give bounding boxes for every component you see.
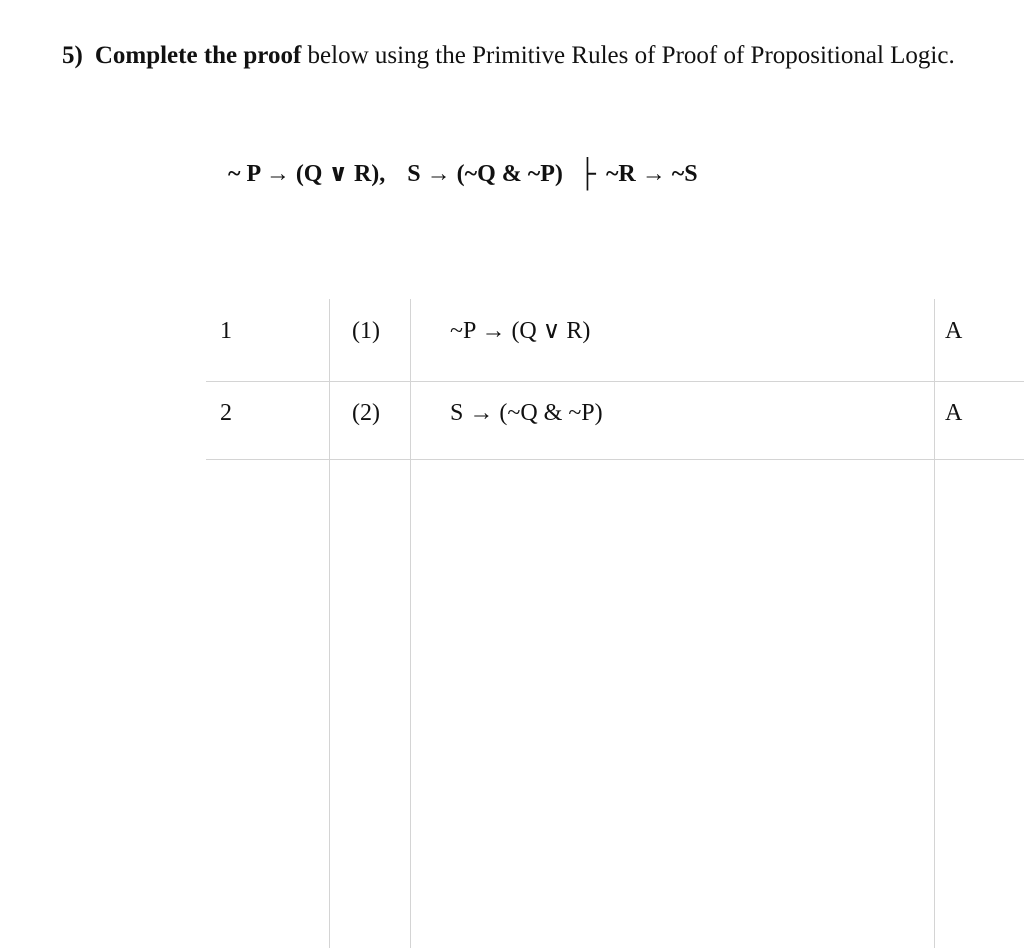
line-number: (2) [352,400,380,426]
row-divider-1 [206,381,1024,382]
question-text [62,40,955,72]
rule: A [945,400,963,426]
conclusion: ~R → ~S [605,161,698,187]
turnstile-symbol: ├ [578,159,596,189]
row-divider-2 [206,459,1024,460]
line-number: (1) [352,318,380,344]
column-divider-2 [410,299,411,948]
sequent [228,158,698,190]
premise-1: ~ P → (Q ∨ R), [228,161,386,187]
proof-table [206,299,1024,948]
column-divider-1 [329,299,330,948]
rule: A [945,318,963,344]
formula: ~P → (Q ∨ R) [450,318,591,344]
formula: S → (~Q & ~P) [450,400,603,426]
question-lead: Complete the proof [94,42,302,69]
question-instructions: below using the Primitive Rules of Proof of Propositional Logic. [301,42,955,69]
premise-2: S → (~Q & ~P) [407,161,563,187]
assumption-set: 2 [220,400,232,426]
assumption-set: 1 [220,318,232,344]
question-number: 5) [62,42,83,69]
column-divider-3 [934,299,935,948]
